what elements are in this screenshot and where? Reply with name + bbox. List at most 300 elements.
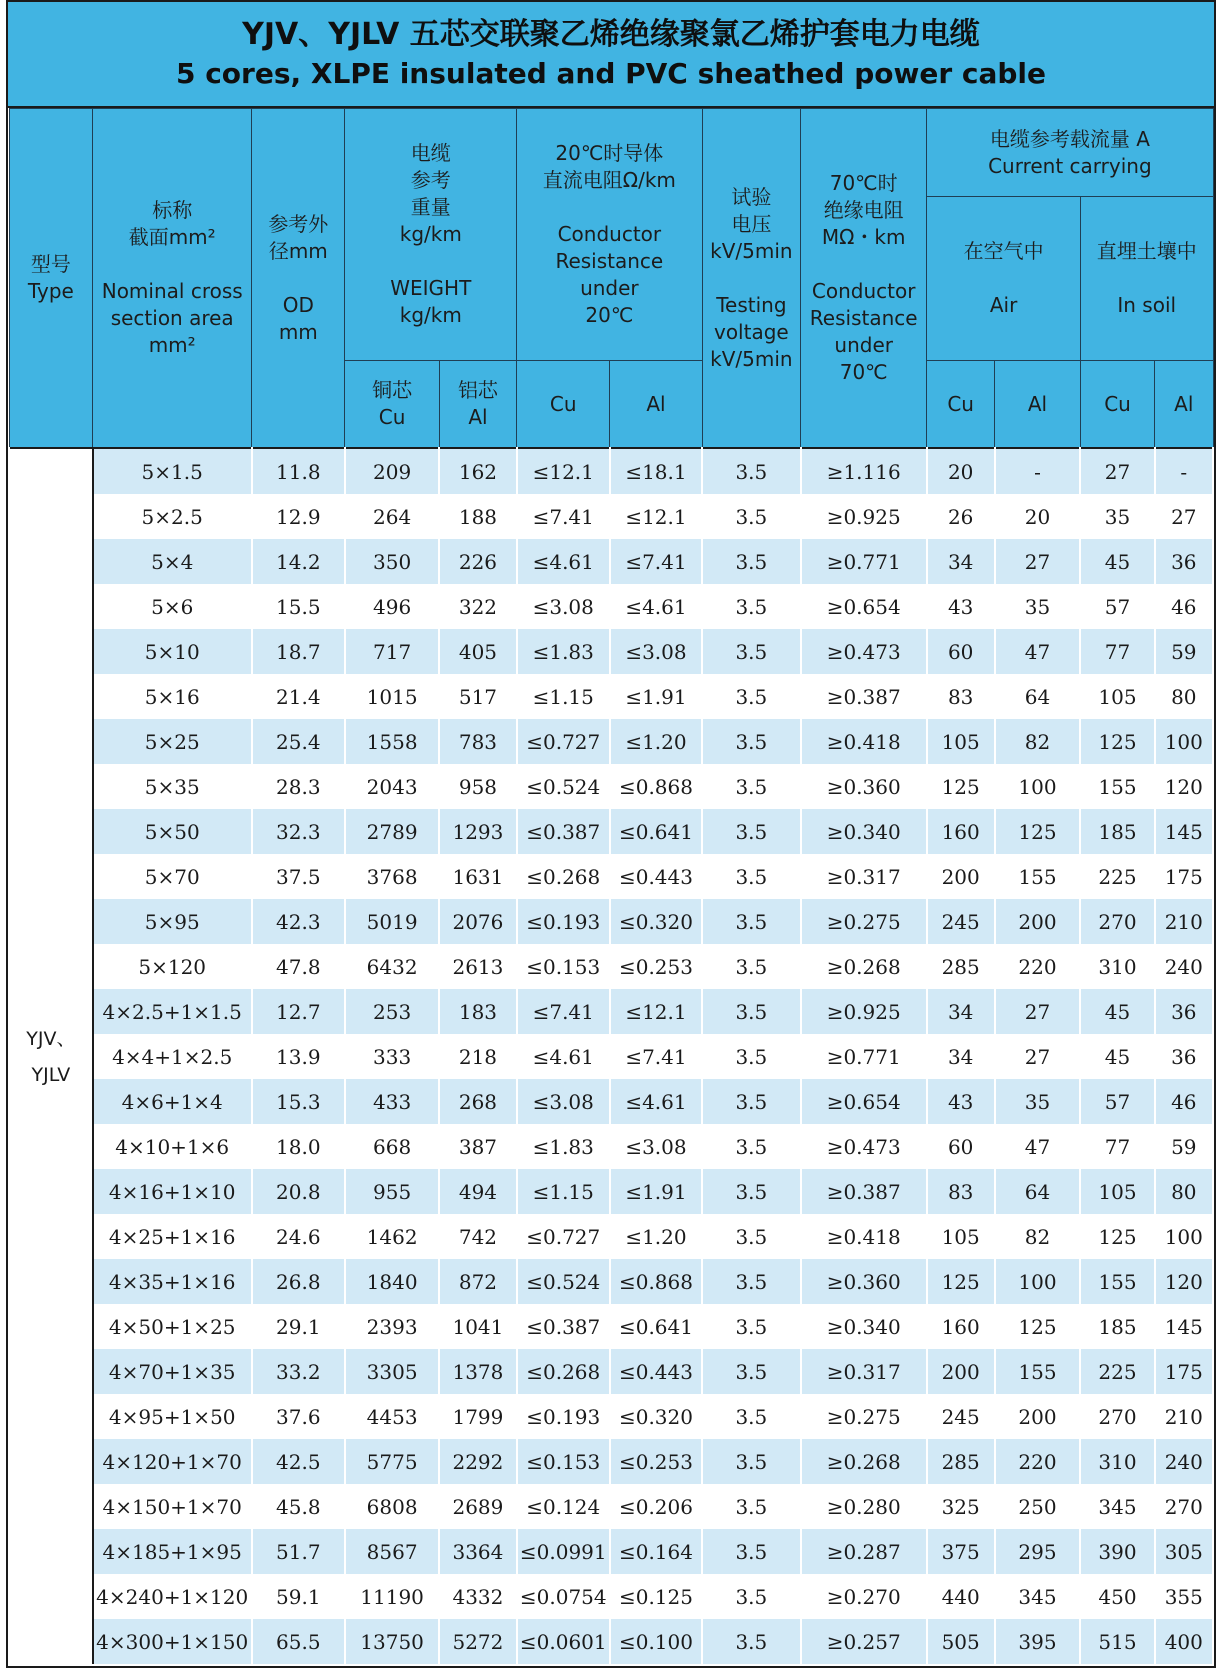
cell-weight-al: 218	[439, 1034, 516, 1079]
cell-resistance-cu: ≤7.41	[517, 494, 610, 539]
cell-resistance-cu: ≤0.524	[517, 1259, 610, 1304]
cell-insulation-resistance: ≥1.116	[801, 448, 927, 494]
header-line: Current carrying	[988, 153, 1152, 178]
cell-weight-al: 226	[439, 539, 516, 584]
cell-soil-al: 80	[1155, 674, 1213, 719]
header-line	[927, 265, 1080, 292]
cell-soil-al: 100	[1155, 1214, 1213, 1259]
cell-insulation-resistance: ≥0.473	[801, 629, 927, 674]
title-banner	[8, 2, 1214, 108]
header-weight	[345, 109, 517, 361]
cell-soil-al: 240	[1155, 944, 1213, 989]
cell-weight-cu: 13750	[345, 1619, 439, 1664]
cell-soil-al: 240	[1155, 1439, 1213, 1484]
cell-outer-diameter: 42.5	[252, 1439, 345, 1484]
cell-weight-al: 958	[439, 764, 516, 809]
header-line: Type	[27, 279, 74, 303]
table-row	[9, 1304, 1213, 1349]
cell-weight-al: 1293	[439, 809, 516, 854]
cell-insulation-resistance: ≥0.317	[801, 854, 927, 899]
header-in-air	[927, 197, 1081, 361]
cell-outer-diameter: 32.3	[252, 809, 345, 854]
cell-insulation-resistance: ≥0.387	[801, 674, 927, 719]
cell-testing-voltage: 3.5	[702, 539, 801, 584]
cell-weight-cu: 1015	[345, 674, 439, 719]
cell-soil-al: 36	[1155, 539, 1213, 584]
cell-nominal-cross-section: 4×16+1×10	[93, 1169, 252, 1214]
cell-outer-diameter: 59.1	[252, 1574, 345, 1619]
cell-soil-al: 270	[1155, 1484, 1213, 1529]
table-row	[9, 719, 1213, 764]
cell-outer-diameter: 26.8	[252, 1259, 345, 1304]
cell-air-cu: 200	[927, 854, 995, 899]
cell-weight-cu: 6808	[345, 1484, 439, 1529]
header-line: Cu	[378, 405, 406, 429]
cell-resistance-cu: ≤4.61	[517, 1034, 610, 1079]
header-line: MΩ・km	[821, 225, 906, 249]
cell-soil-cu: 185	[1080, 809, 1154, 854]
cell-nominal-cross-section: 4×4+1×2.5	[93, 1034, 252, 1079]
header-line	[252, 265, 344, 292]
table-row	[9, 944, 1213, 989]
table-row	[9, 1169, 1213, 1214]
cell-soil-al: 46	[1155, 1079, 1213, 1124]
cell-resistance-cu: ≤1.15	[517, 674, 610, 719]
cell-testing-voltage: 3.5	[702, 899, 801, 944]
cell-soil-cu: 390	[1080, 1529, 1154, 1574]
title-zh: YJV、YJLV 五芯交联聚乙烯绝缘聚氯乙烯护套电力电缆	[242, 17, 980, 52]
cell-outer-diameter: 65.5	[252, 1619, 345, 1664]
cell-resistance-al: ≤1.91	[610, 1169, 702, 1214]
header-line: voltage	[713, 319, 789, 344]
cell-resistance-cu: ≤3.08	[517, 584, 610, 629]
cell-outer-diameter: 51.7	[252, 1529, 345, 1574]
header-line: kg/km	[399, 222, 462, 246]
cell-soil-al: -	[1155, 448, 1213, 494]
cell-insulation-resistance: ≥0.275	[801, 1394, 927, 1439]
header-line	[345, 248, 516, 275]
cell-soil-cu: 45	[1080, 1034, 1154, 1079]
cell-nominal-cross-section: 4×300+1×150	[93, 1619, 252, 1664]
header-line: 铜芯	[372, 378, 413, 402]
header-current-carrying	[927, 109, 1213, 197]
cell-nominal-cross-section: 4×10+1×6	[93, 1124, 252, 1169]
cell-nominal-cross-section: 4×150+1×70	[93, 1484, 252, 1529]
cell-air-al: 64	[995, 1169, 1081, 1214]
cell-testing-voltage: 3.5	[702, 944, 801, 989]
cell-soil-cu: 27	[1080, 448, 1154, 494]
cell-air-al: 20	[995, 494, 1081, 539]
cell-soil-cu: 57	[1080, 1079, 1154, 1124]
cell-insulation-resistance: ≥0.257	[801, 1619, 927, 1664]
cell-resistance-cu: ≤1.15	[517, 1169, 610, 1214]
cell-testing-voltage: 3.5	[702, 809, 801, 854]
header-air-al: Al	[995, 361, 1081, 449]
header-air-cu: Cu	[927, 361, 995, 449]
header-line: 截面mm²	[128, 225, 216, 249]
cell-soil-cu: 225	[1080, 1349, 1154, 1394]
header-outer-diameter	[252, 109, 345, 449]
cell-weight-al: 387	[439, 1124, 516, 1169]
header-line: kV/5min	[710, 346, 793, 371]
cell-resistance-al: ≤0.641	[610, 809, 702, 854]
cell-weight-al: 1631	[439, 854, 516, 899]
header-type	[9, 109, 93, 449]
table-row	[9, 989, 1213, 1034]
cell-weight-al: 268	[439, 1079, 516, 1124]
cell-insulation-resistance: ≥0.340	[801, 1304, 927, 1349]
cell-testing-voltage: 3.5	[702, 854, 801, 899]
cell-outer-diameter: 28.3	[252, 764, 345, 809]
cell-soil-cu: 515	[1080, 1619, 1154, 1664]
cell-air-al: 35	[995, 584, 1081, 629]
cell-weight-al: 4332	[439, 1574, 516, 1619]
cell-air-cu: 83	[927, 674, 995, 719]
cell-outer-diameter: 18.0	[252, 1124, 345, 1169]
cell-nominal-cross-section: 4×6+1×4	[93, 1079, 252, 1124]
cell-soil-al: 305	[1155, 1529, 1213, 1574]
cell-outer-diameter: 37.6	[252, 1394, 345, 1439]
header-line: under	[580, 276, 639, 300]
table-row	[9, 674, 1213, 719]
cell-weight-al: 1378	[439, 1349, 516, 1394]
cell-testing-voltage: 3.5	[702, 674, 801, 719]
table-header	[9, 109, 1213, 449]
header-in-soil	[1080, 197, 1213, 361]
cell-outer-diameter: 18.7	[252, 629, 345, 674]
cell-soil-al: 27	[1155, 494, 1213, 539]
cell-weight-cu: 717	[345, 629, 439, 674]
cell-nominal-cross-section: 5×2.5	[93, 494, 252, 539]
header-line: section area	[110, 306, 234, 330]
cell-soil-cu: 35	[1080, 494, 1154, 539]
cell-resistance-al: ≤3.08	[610, 1124, 702, 1169]
cell-resistance-al: ≤0.868	[610, 764, 702, 809]
cell-outer-diameter: 15.5	[252, 584, 345, 629]
cell-nominal-cross-section: 4×95+1×50	[93, 1394, 252, 1439]
header-line: 重量	[410, 195, 451, 219]
header-line: Al	[468, 405, 488, 429]
cell-air-cu: 43	[927, 584, 995, 629]
header-line	[1081, 265, 1213, 292]
cell-testing-voltage: 3.5	[702, 1034, 801, 1079]
cell-air-cu: 60	[927, 629, 995, 674]
cell-air-cu: 105	[927, 719, 995, 764]
header-resistance-cu: Cu	[517, 361, 610, 449]
cell-resistance-cu: ≤0.268	[517, 1349, 610, 1394]
cell-soil-cu: 155	[1080, 1259, 1154, 1304]
cell-testing-voltage: 3.5	[702, 1259, 801, 1304]
cell-nominal-cross-section: 4×240+1×120	[93, 1574, 252, 1619]
type-label-line: YJLV	[31, 1063, 71, 1086]
header-line: kg/km	[399, 303, 462, 327]
cell-outer-diameter: 20.8	[252, 1169, 345, 1214]
cell-weight-cu: 4453	[345, 1394, 439, 1439]
cell-weight-cu: 333	[345, 1034, 439, 1079]
cell-air-al: 200	[995, 1394, 1081, 1439]
cell-soil-cu: 77	[1080, 1124, 1154, 1169]
table-row	[9, 1079, 1213, 1124]
cell-resistance-cu: ≤1.83	[517, 629, 610, 674]
cell-insulation-resistance: ≥0.771	[801, 539, 927, 584]
cell-air-al: 27	[995, 989, 1081, 1034]
cell-soil-al: 145	[1155, 809, 1213, 854]
header-line: Conductor	[811, 279, 916, 303]
cell-nominal-cross-section: 4×70+1×35	[93, 1349, 252, 1394]
cell-nominal-cross-section: 5×25	[93, 719, 252, 764]
cell-air-al: 220	[995, 944, 1081, 989]
cell-weight-cu: 253	[345, 989, 439, 1034]
cell-air-cu: 43	[927, 1079, 995, 1124]
cell-soil-al: 145	[1155, 1304, 1213, 1349]
cell-insulation-resistance: ≥0.317	[801, 1349, 927, 1394]
header-line: 直流电阻Ω/km	[542, 168, 676, 192]
header-line: under	[834, 333, 893, 357]
cell-weight-al: 183	[439, 989, 516, 1034]
cell-testing-voltage: 3.5	[702, 719, 801, 764]
header-line: Testing	[716, 292, 787, 317]
cell-air-al: 47	[995, 1124, 1081, 1169]
cell-air-cu: 105	[927, 1214, 995, 1259]
cell-testing-voltage: 3.5	[702, 1619, 801, 1664]
cell-soil-al: 59	[1155, 1124, 1213, 1169]
cell-soil-cu: 125	[1080, 1214, 1154, 1259]
cell-soil-al: 175	[1155, 854, 1213, 899]
header-line: In soil	[1117, 293, 1177, 317]
cell-testing-voltage: 3.5	[702, 629, 801, 674]
cell-air-cu: 34	[927, 1034, 995, 1079]
cell-weight-al: 3364	[439, 1529, 516, 1574]
cell-insulation-resistance: ≥0.287	[801, 1529, 927, 1574]
cell-resistance-al: ≤1.20	[610, 1214, 702, 1259]
header-testing-voltage	[702, 109, 801, 449]
cell-air-al: 64	[995, 674, 1081, 719]
cell-resistance-cu: ≤0.727	[517, 1214, 610, 1259]
cell-resistance-cu: ≤0.387	[517, 809, 610, 854]
cell-nominal-cross-section: 4×50+1×25	[93, 1304, 252, 1349]
cell-weight-al: 405	[439, 629, 516, 674]
cell-outer-diameter: 47.8	[252, 944, 345, 989]
cell-resistance-al: ≤1.91	[610, 674, 702, 719]
cell-insulation-resistance: ≥0.418	[801, 1214, 927, 1259]
cell-resistance-al: ≤0.320	[610, 899, 702, 944]
table-row	[9, 1034, 1213, 1079]
cell-outer-diameter: 14.2	[252, 539, 345, 584]
cell-outer-diameter: 25.4	[252, 719, 345, 764]
cell-insulation-resistance: ≥0.360	[801, 764, 927, 809]
table-row	[9, 1484, 1213, 1529]
cell-insulation-resistance: ≥0.268	[801, 944, 927, 989]
cell-weight-cu: 264	[345, 494, 439, 539]
cell-insulation-resistance: ≥0.654	[801, 1079, 927, 1124]
cell-soil-al: 210	[1155, 899, 1213, 944]
cell-nominal-cross-section: 4×25+1×16	[93, 1214, 252, 1259]
cell-air-al: 82	[995, 719, 1081, 764]
header-line: 试验	[731, 184, 772, 209]
cell-soil-cu: 270	[1080, 899, 1154, 944]
header-line: Resistance	[809, 306, 918, 330]
cell-resistance-cu: ≤7.41	[517, 989, 610, 1034]
cell-resistance-cu: ≤0.0991	[517, 1529, 610, 1574]
cell-weight-al: 1041	[439, 1304, 516, 1349]
cell-testing-voltage: 3.5	[702, 1439, 801, 1484]
cell-soil-al: 36	[1155, 1034, 1213, 1079]
table-row	[9, 899, 1213, 944]
cell-air-al: 250	[995, 1484, 1081, 1529]
cell-outer-diameter: 37.5	[252, 854, 345, 899]
cell-outer-diameter: 24.6	[252, 1214, 345, 1259]
cell-testing-voltage: 3.5	[702, 989, 801, 1034]
cell-air-cu: 325	[927, 1484, 995, 1529]
cell-soil-al: 59	[1155, 629, 1213, 674]
cell-testing-voltage: 3.5	[702, 1484, 801, 1529]
cell-nominal-cross-section: 5×10	[93, 629, 252, 674]
cell-nominal-cross-section: 4×2.5+1×1.5	[93, 989, 252, 1034]
cell-weight-cu: 2789	[345, 809, 439, 854]
cell-air-cu: 285	[927, 944, 995, 989]
cell-air-cu: 83	[927, 1169, 995, 1214]
cell-air-cu: 160	[927, 1304, 995, 1349]
header-line: 在空气中	[963, 239, 1044, 263]
cell-insulation-resistance: ≥0.360	[801, 1259, 927, 1304]
cell-air-cu: 440	[927, 1574, 995, 1619]
header-weight-al	[439, 361, 516, 449]
cell-soil-cu: 105	[1080, 674, 1154, 719]
cell-testing-voltage: 3.5	[702, 1079, 801, 1124]
table-row	[9, 494, 1213, 539]
cell-resistance-al: ≤0.253	[610, 1439, 702, 1484]
cell-resistance-al: ≤12.1	[610, 494, 702, 539]
cell-insulation-resistance: ≥0.654	[801, 584, 927, 629]
cell-soil-al: 355	[1155, 1574, 1213, 1619]
cell-soil-al: 100	[1155, 719, 1213, 764]
cell-nominal-cross-section: 4×35+1×16	[93, 1259, 252, 1304]
table-row	[9, 1259, 1213, 1304]
cell-air-al: 82	[995, 1214, 1081, 1259]
cell-air-cu: 125	[927, 764, 995, 809]
header-resistance-al: Al	[610, 361, 702, 449]
cell-weight-al: 2613	[439, 944, 516, 989]
header-line: Conductor	[557, 222, 662, 246]
header-insulation-resistance-70c	[801, 109, 927, 449]
cell-resistance-cu: ≤0.193	[517, 899, 610, 944]
cell-weight-al: 783	[439, 719, 516, 764]
cell-air-al: 35	[995, 1079, 1081, 1124]
spec-sheet	[6, 0, 1216, 1668]
cell-soil-cu: 450	[1080, 1574, 1154, 1619]
cell-outer-diameter: 42.3	[252, 899, 345, 944]
cell-testing-voltage: 3.5	[702, 494, 801, 539]
cell-weight-al: 494	[439, 1169, 516, 1214]
header-line: 型号	[30, 252, 71, 276]
cell-soil-cu: 270	[1080, 1394, 1154, 1439]
cell-air-al: 125	[995, 809, 1081, 854]
cell-weight-cu: 11190	[345, 1574, 439, 1619]
header-line: 70℃时	[829, 171, 898, 195]
cell-resistance-al: ≤0.253	[610, 944, 702, 989]
cell-resistance-al: ≤0.868	[610, 1259, 702, 1304]
cell-soil-cu: 57	[1080, 584, 1154, 629]
cell-resistance-al: ≤18.1	[610, 448, 702, 494]
header-line: Resistance	[555, 249, 664, 273]
header-line: 参考外	[268, 211, 329, 236]
header-line: 70℃	[839, 360, 888, 384]
cell-weight-cu: 433	[345, 1079, 439, 1124]
cell-weight-cu: 8567	[345, 1529, 439, 1574]
header-line	[703, 265, 801, 292]
cell-weight-cu: 668	[345, 1124, 439, 1169]
cell-testing-voltage: 3.5	[702, 1304, 801, 1349]
header-line: Nominal cross	[101, 279, 243, 303]
table-row	[9, 584, 1213, 629]
cell-resistance-al: ≤0.641	[610, 1304, 702, 1349]
cell-soil-cu: 155	[1080, 764, 1154, 809]
cell-air-cu: 245	[927, 1394, 995, 1439]
cell-weight-cu: 496	[345, 584, 439, 629]
cell-testing-voltage: 3.5	[702, 1394, 801, 1439]
cell-weight-cu: 350	[345, 539, 439, 584]
table-row	[9, 1619, 1213, 1664]
cell-air-al: 295	[995, 1529, 1081, 1574]
type-label-line: YJV、	[26, 1027, 76, 1050]
cell-air-cu: 160	[927, 809, 995, 854]
cell-nominal-cross-section: 5×16	[93, 674, 252, 719]
table-row	[9, 629, 1213, 674]
cell-soil-al: 80	[1155, 1169, 1213, 1214]
cell-soil-al: 175	[1155, 1349, 1213, 1394]
cell-air-al: 27	[995, 1034, 1081, 1079]
cell-resistance-cu: ≤0.124	[517, 1484, 610, 1529]
cell-nominal-cross-section: 5×120	[93, 944, 252, 989]
header-line: WEIGHT	[390, 276, 472, 300]
cell-weight-al: 5272	[439, 1619, 516, 1664]
table-row	[9, 1529, 1213, 1574]
cell-outer-diameter: 12.7	[252, 989, 345, 1034]
cell-resistance-al: ≤1.20	[610, 719, 702, 764]
table-row	[9, 448, 1213, 494]
header-line: 标称	[152, 198, 193, 222]
cell-weight-cu: 1840	[345, 1259, 439, 1304]
cell-air-cu: 505	[927, 1619, 995, 1664]
table-row	[9, 809, 1213, 854]
header-line: 电缆	[410, 141, 451, 165]
cell-weight-cu: 5775	[345, 1439, 439, 1484]
cell-weight-cu: 209	[345, 448, 439, 494]
cell-resistance-al: ≤0.100	[610, 1619, 702, 1664]
cell-air-cu: 285	[927, 1439, 995, 1484]
cell-weight-cu: 3768	[345, 854, 439, 899]
cell-resistance-cu: ≤0.0754	[517, 1574, 610, 1619]
cell-testing-voltage: 3.5	[702, 1529, 801, 1574]
table-row	[9, 1394, 1213, 1439]
cell-resistance-cu: ≤0.153	[517, 1439, 610, 1484]
cell-insulation-resistance: ≥0.473	[801, 1124, 927, 1169]
cell-nominal-cross-section: 5×4	[93, 539, 252, 584]
table-row	[9, 854, 1213, 899]
cell-insulation-resistance: ≥0.771	[801, 1034, 927, 1079]
cell-soil-al: 36	[1155, 989, 1213, 1034]
header-line: mm²	[148, 333, 196, 357]
header-line: 20℃	[585, 303, 634, 327]
cell-resistance-al: ≤0.320	[610, 1394, 702, 1439]
cell-weight-al: 517	[439, 674, 516, 719]
cell-nominal-cross-section: 4×120+1×70	[93, 1439, 252, 1484]
header-line: 径mm	[268, 238, 328, 263]
cell-resistance-al: ≤7.41	[610, 1034, 702, 1079]
cell-air-cu: 26	[927, 494, 995, 539]
cell-resistance-al: ≤0.206	[610, 1484, 702, 1529]
cell-outer-diameter: 33.2	[252, 1349, 345, 1394]
